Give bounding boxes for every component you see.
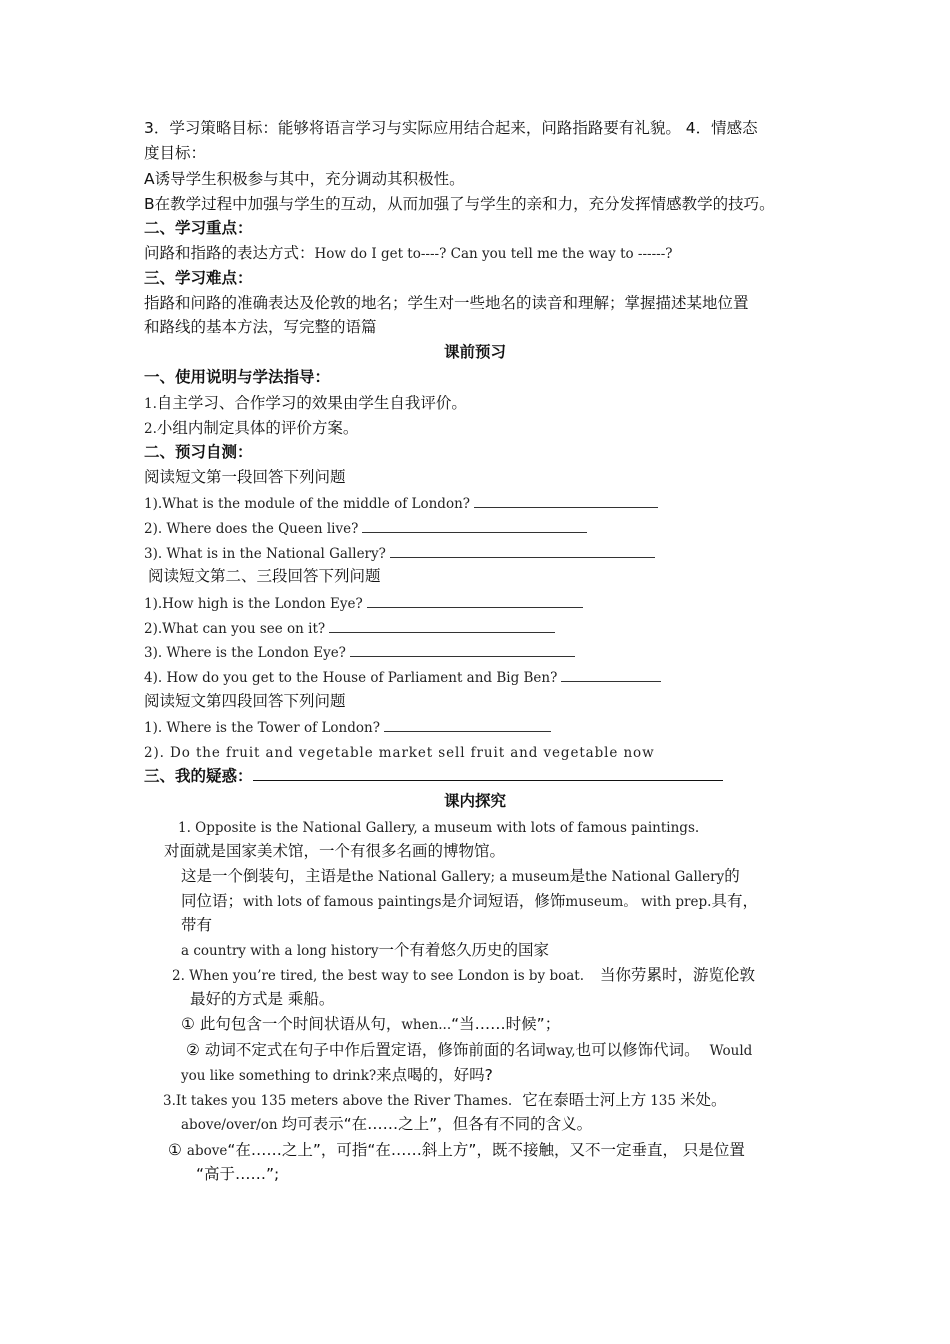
note-zh: 是介词短语，修饰 — [441, 892, 566, 910]
part2-question-2 — [144, 617, 555, 640]
part2-q4-text: 4). How do you get to the House of Parliament and Big Ben? — [144, 670, 558, 686]
item2-en-text: 2. When you’re tired, the best way to see London is by boat. — [172, 968, 585, 984]
part3-q2-text: 2). Do the fruit and vegetable market sell fruit and vegetable now — [144, 745, 655, 761]
answer-blank[interactable] — [561, 666, 661, 682]
item1-zh: 对面就是国家美术馆，一个有很多名画的博物馆。 — [164, 842, 506, 860]
answer-blank[interactable] — [390, 542, 655, 558]
focus-en: How do I get to----? Can you tell me the way to ------? — [314, 246, 673, 262]
point-marker: ① — [168, 1141, 182, 1159]
difficulty-heading: 三、学习难点： — [144, 269, 253, 287]
guide-item-2 — [144, 417, 358, 440]
part2-q2-text: 2).What can you see on it? — [144, 621, 326, 637]
point-zh: 来点喝的，好吗? — [376, 1066, 493, 1084]
part3-q1-text: 1). Where is the Tower of London? — [144, 720, 380, 736]
answer-blank[interactable] — [350, 641, 575, 657]
example-en: a country with a long history — [181, 943, 379, 959]
item3-zh-num: 135 — [650, 1093, 676, 1109]
item2-zh-text: 当你劳累时，游览伦敦 — [600, 966, 756, 984]
answer-blank[interactable] — [474, 492, 658, 508]
note-zh: 是 — [569, 867, 586, 885]
item3-point-1 — [168, 1139, 745, 1162]
item3-zh: 它在泰晤士河上方 — [522, 1091, 647, 1109]
point-zh: 也可以修饰代词。 — [575, 1041, 700, 1059]
part1-q2-text: 2). Where does the Queen live? — [144, 521, 359, 537]
part1-question-1 — [144, 492, 658, 515]
part3-question-2 — [144, 741, 655, 764]
note-en: with lots of famous paintings — [243, 894, 442, 910]
self-test-heading: 二、预习自测： — [144, 443, 253, 461]
item3-en — [163, 1089, 727, 1112]
item1-example — [181, 939, 549, 962]
note-en: the National Gallery — [585, 869, 725, 885]
note-zh: 的 — [724, 867, 740, 885]
focus-zh: 问路和指路的表达方式： — [144, 244, 315, 262]
answer-blank[interactable] — [362, 517, 587, 533]
objectives-line-1: 3．学习策略目标：能够将语言学习与实际应用结合起来，问路指路要有礼貌。 4．情感态 — [144, 119, 758, 137]
item2-point-2 — [186, 1039, 752, 1062]
item2-en — [172, 964, 755, 987]
answer-blank[interactable] — [384, 716, 551, 732]
part3-intro: 阅读短文第四段回答下列问题 — [144, 692, 346, 710]
answer-blank[interactable] — [329, 617, 555, 633]
guide-item-2-text: 小组内制定具体的评价方案。 — [156, 419, 359, 437]
point-zh: “当……时候”； — [451, 1015, 561, 1033]
point-en: when... — [401, 1017, 452, 1033]
part1-q3-text: 3). What is in the National Gallery? — [144, 546, 386, 562]
point-zh: ② 动词不定式在句子中作后置定语，修饰前面的名词 — [186, 1041, 546, 1059]
item3-point — [181, 1113, 592, 1136]
part1-question-3 — [144, 542, 655, 565]
point-zh: ① 此句包含一个时间状语从句， — [181, 1015, 402, 1033]
doubts-blank[interactable] — [253, 765, 723, 781]
point-en: Would — [709, 1043, 753, 1059]
doubts-heading: 三、我的疑惑： — [144, 767, 253, 785]
part2-q1-text: 1).How high is the London Eye? — [144, 596, 363, 612]
guide-item-2-num: 2. — [144, 421, 157, 437]
answer-blank[interactable] — [367, 592, 583, 608]
point-en: above — [186, 1143, 228, 1159]
item1-note-3: 带有 — [181, 916, 213, 934]
part1-question-2 — [144, 517, 587, 540]
guide-item-1-num: 1. — [144, 396, 157, 412]
difficulty-line-2: 和路线的基本方法，写完整的语篇 — [144, 318, 377, 336]
item2-zh-cont: 最好的方式是 乘船。 — [190, 990, 335, 1008]
point-en: you like something to drink? — [181, 1068, 377, 1084]
objective-a: A诱导学生积极参与其中，充分调动其积极性。 — [144, 170, 465, 188]
part1-q1-text: 1).What is the module of the middle of London? — [144, 496, 471, 512]
note-en: ; a museum — [490, 869, 570, 885]
objectives-line-2: 度目标： — [144, 144, 207, 162]
item3-en-text: 3.It takes you 135 meters above the River Thames. — [163, 1093, 513, 1109]
item2-point-1 — [181, 1013, 560, 1036]
part2-q3-text: 3). Where is the London Eye? — [144, 645, 346, 661]
note-en: the National Gallery — [351, 869, 491, 885]
note-zh: 同位语； — [181, 892, 244, 910]
point-zh: 均可表示“在……之上”，但各有不同的含义。 — [281, 1115, 593, 1133]
note-en: museum。 with prep. — [565, 894, 712, 910]
item3-point-1-cont: “高于……”; — [196, 1165, 280, 1183]
focus-heading: 二、学习重点： — [144, 219, 253, 237]
part3-question-1 — [144, 716, 551, 739]
difficulty-line-1: 指路和问路的准确表达及伦敦的地名；学生对一些地名的读音和理解；掌握描述某地位置 — [144, 294, 749, 312]
item1-note-2 — [181, 890, 758, 913]
objective-b: B在教学过程中加强与学生的互动，从而加强了与学生的亲和力，充分发挥情感教学的技巧。 — [144, 195, 775, 213]
guide-item-1 — [144, 392, 467, 415]
note-zh: 具有， — [711, 892, 758, 910]
item3-zh: 米处。 — [680, 1091, 727, 1109]
item1-en-text: 1. Opposite is the National Gallery, a museum with lots of famous paintings. — [178, 820, 700, 836]
focus-line — [144, 242, 673, 265]
guide-item-1-text: 自主学习、合作学习的效果由学生自我评价。 — [156, 394, 467, 412]
point-zh: “在……之上”，可指“在……斜上方”，既不接触，又不一定垂直， 只是位置 — [227, 1141, 745, 1159]
doubts-line — [144, 765, 723, 787]
part2-question-3 — [144, 641, 575, 664]
part2-intro: 阅读短文第二、三段回答下列问题 — [148, 567, 381, 585]
item1-note-1 — [181, 865, 740, 888]
part2-question-4 — [144, 666, 661, 689]
explore-title: 课内探究 — [443, 792, 506, 810]
item2-point-3 — [181, 1064, 493, 1087]
guide-heading: 一、使用说明与学法指导： — [144, 368, 331, 386]
point-en: way, — [545, 1043, 576, 1059]
part2-question-1 — [144, 592, 583, 615]
item1-en — [178, 816, 699, 839]
example-zh: 一个有着悠久历史的国家 — [378, 941, 549, 959]
part1-intro: 阅读短文第一段回答下列问题 — [144, 468, 346, 486]
point-en: above/over/on — [181, 1117, 278, 1133]
preview-title: 课前预习 — [443, 343, 506, 361]
note-zh: 这是一个倒装句，主语是 — [181, 867, 352, 885]
